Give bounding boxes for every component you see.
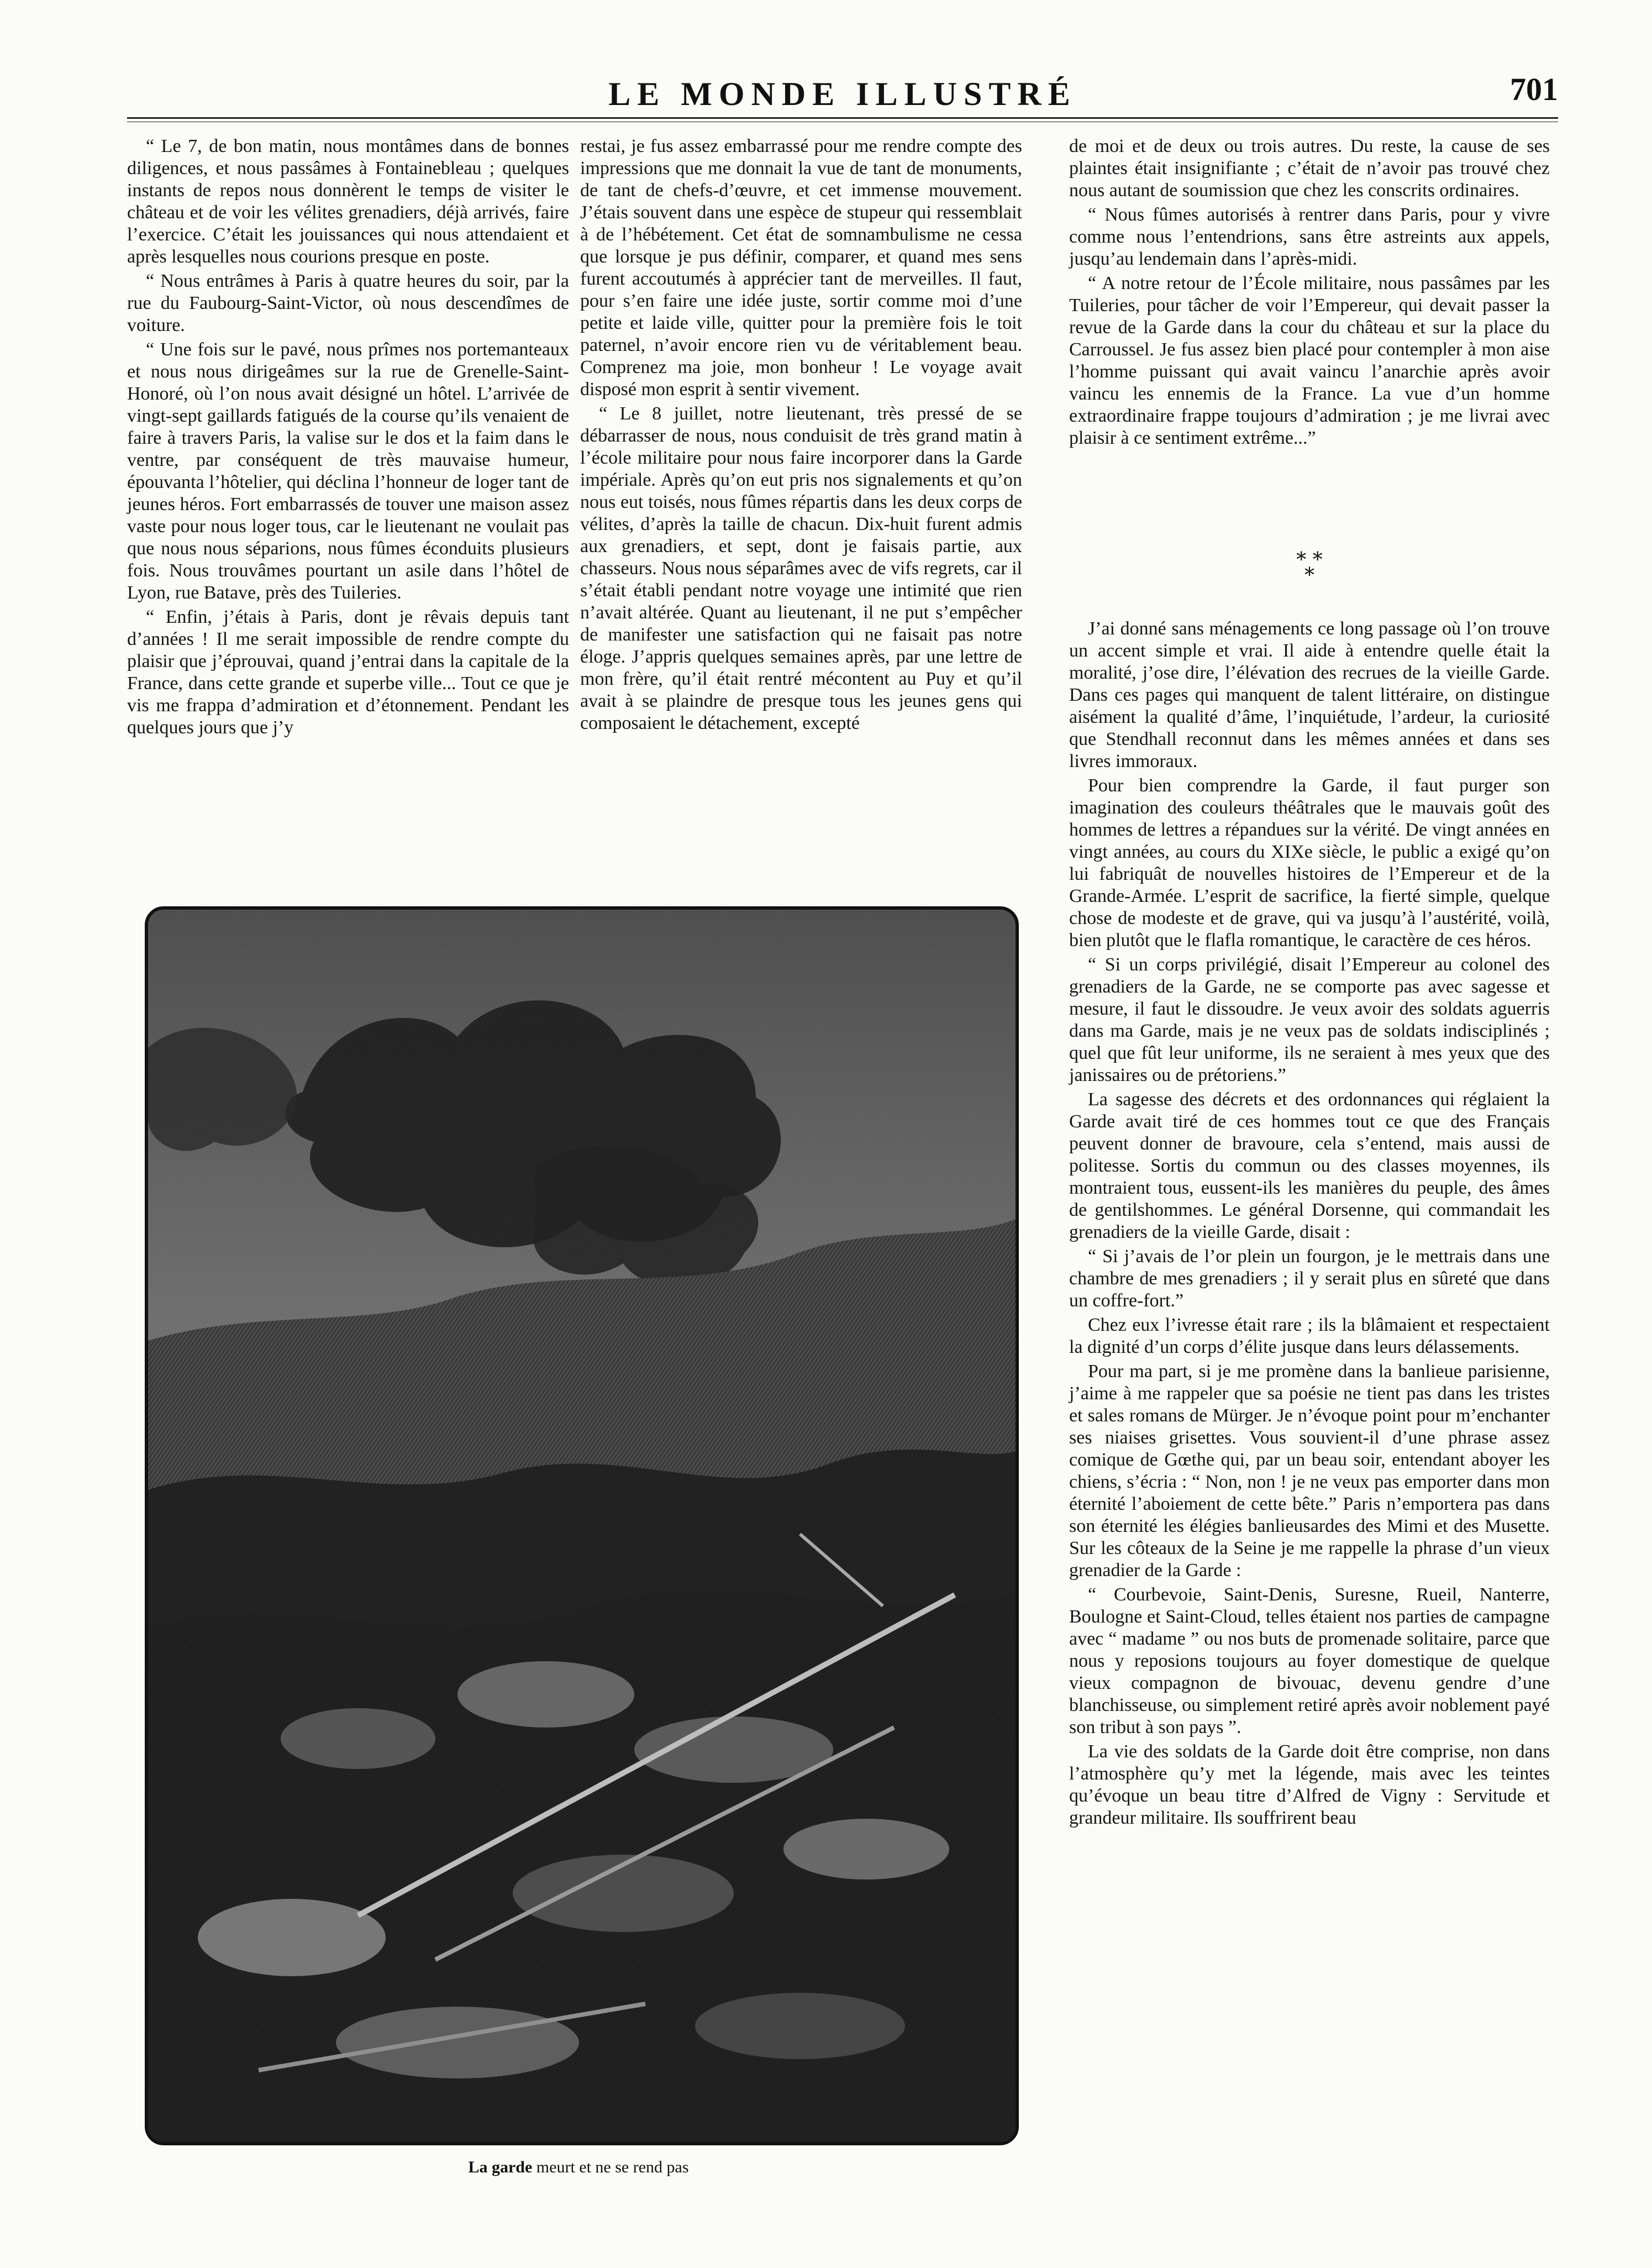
- paragraph: Pour ma part, si je me promène dans la banlieue parisienne, j’aime à me rappeler que sa poésie ne tient pas dans les tristes et sales romans de Mürger. Je n’évoque point pour m’enchanter ses niaises grisettes. Vous souvient-il d’une phrase assez comique de Gœthe qui, par un beau soir, entendant aboyer les chiens, s’écria : “ Non, non ! je ne veux pas emporter dans mon éternité l’aboiement de cette bête.” Paris n’emportera pas dans son éternité les élégies banlieusardes des Mimi et des Musette. Sur les côteaux de la Seine je me rappelle la phrase d’un vieux grenadier de la Garde :: [1069, 1361, 1550, 1581]
- paragraph: “ Le 7, de bon matin, nous montâmes dans de bonnes diligences, et nous passâmes à Fontainebleau ; quelques instants de repos nous donnèrent le temps de visiter le château et de voir les vélites grenadiers, déjà arrivés, faire l’exercice. C’était les jouissances qui nous attendaient et après lesquelles nous courions presque en poste.: [127, 136, 569, 267]
- paragraph: Chez eux l’ivresse était rare ; ils la blâmaient et respectaient la dignité d’un corps d’élite jusque dans leurs délassements.: [1069, 1315, 1550, 1357]
- text-column-1: [127, 135, 569, 741]
- publication-title: LE MONDE ILLUSTRÉ: [608, 76, 1077, 112]
- paragraph: “ Enfin, j’étais à Paris, dont je rêvais depuis tant d’années ! Il me serait impossible de rendre compte du plaisir que j’éprouvai, quand j’entrai dans la capitale de la France, dans cette grande et superbe ville... Tout ce que je vis me frappa d’admiration et d’étonnement. Pendant les quelques jours que j’y: [127, 607, 569, 738]
- section-asterism: * * *: [1296, 549, 1323, 587]
- paragraph: “ A notre retour de l’École militaire, nous passâmes par les Tuileries, pour tâcher de voir l’Empereur, qui devait passer la revue de la Garde dans la cour du château et sur la place du Carroussel. Je fus assez bien placé pour contempler à mon aise l’homme puissant qui avait vaincu l’anarchie après avoir vaincu les ennemis de la France. La vue d’un homme extraordinaire frappe toujours d’admiration ; je me livrai avec plaisir à ce sentiment extrême...”: [1069, 273, 1550, 448]
- paragraph: Pour bien comprendre la Garde, il faut purger son imagination des couleurs théâtrales que le mauvais goût des hommes de lettres a répandues sur la vérité. De vingt années en vingt années, au cours du XIXe siècle, le public a exigé qu’on lui fabriquât de nouvelles histoires de l’Empereur et de la Grande-Armée. L’esprit de sacrifice, la fierté simple, quelque chose de modeste et de grave, qui va jusqu’à l’austérité, voilà, bien plutôt que le flafla romantique, le caractère de ces héros.: [1069, 775, 1550, 951]
- battle-engraving-illustration: [145, 906, 1019, 2145]
- paragraph: J’ai donné sans ménagements ce long passage où l’on trouve un accent simple et vrai. Il aide à entendre quelle était la moralité, j’ose dire, l’élévation des recrues de la vieille Garde. Dans ces pages qui manquent de talent littéraire, on distingue aisément la qualité d’âme, l’inquiétude, l’ardeur, la curiosité que Stendhall reconnut dans les mêmes années et dans ses livres immoraux.: [1069, 618, 1550, 771]
- caption-bold: La garde: [468, 2158, 533, 2176]
- paragraph: “ Courbevoie, Saint-Denis, Suresne, Rueil, Nanterre, Boulogne et Saint-Cloud, telles étaient nos parties de campagne avec “ madame ” ou nos buts de promenade solitaire, parce que nous y reposions toujours au foyer domestique de quelque vieux compagnon de bivouac, devenu gendre d’une blanchisseuse, ou simplement retiré après avoir noblement payé son tribut à son pays ”.: [1069, 1584, 1550, 1737]
- paragraph: “ Le 8 juillet, notre lieutenant, très pressé de se débarrasser de nous, nous conduisit de très grand matin à l’école militaire pour nous faire incorporer dans la Garde impériale. Après qu’on eut pris nos signalements et qu’on nous eut toisés, nous fûmes répartis dans les deux corps de vélites, d’après la taille de chacun. Dix-huit furent admis aux grenadiers, et sept, dont je faisais partie, aux chasseurs. Nous nous séparâmes avec de vifs regrets, car il s’était établi pendant notre voyage une intimité que rien n’avait altérée. Quant au lieutenant, il ne put s’empêcher de manifester une satisfaction qui ne faisait pas notre éloge. J’appris quelques semaines après, par une lettre de mon frère, qu’il était rentré mécontent au Puy et qu’il avait à se plaindre de presque tous les jeunes gens qui composaient le détachement, excepté: [580, 403, 1022, 733]
- page-number: 701: [1510, 71, 1558, 107]
- paragraph: de moi et de deux ou trois autres. Du reste, la cause de ses plaintes était insignifiante ; c’était de n’avoir pas trouvé chez nous autant de soumission que chez les conscrits ordinaires.: [1069, 136, 1550, 201]
- paragraph: “ Une fois sur le pavé, nous prîmes nos portemanteaux et nous nous dirigeâmes sur la rue de Grenelle-Saint-Honoré, où l’on nous avait désigné un hôtel. L’arrivée de vingt-sept gaillards fatigués de la course qu’ils venaient de faire à travers Paris, la valise sur le dos et la faim dans le ventre, par conséquent de très mauvaise humeur, épouvanta l’hôtelier, qui déclina l’honneur de loger tant de jeunes héros. Fort embarrassés de touver une maison assez vaste pour nous loger tous, car le lieutenant ne voulait pas que nous nous séparions, nous fûmes éconduits plusieurs fois. Nous trouvâmes pourtant un asile dans l’hôtel de Lyon, rue Batave, près des Tuileries.: [127, 339, 569, 603]
- paragraph: restai, je fus assez embarrassé pour me rendre compte des impressions que me donnait la vue de tant de monuments, de tant de chefs-d’œuvre, et cet immense mouvement. J’étais souvent dans une espèce de stupeur qui ressemblait à de l’hébétement. Cet état de somnambulisme ne cessa que lorsque je pus définir, comparer, et quand mes sens furent accoutumés à apprécier tant de merveilles. Il faut, pour s’en faire une idée juste, sortir comme moi d’une petite et laide ville, quitter pour la première fois le toit paternel, n’avoir encore rien vu de véritablement beau. Comprenez ma joie, mon bonheur ! Le voyage avait disposé mon esprit à sentir vivement.: [580, 136, 1022, 400]
- caption-text: meurt et ne se rend pas: [532, 2158, 689, 2176]
- text-column-3-top: [1069, 135, 1550, 452]
- figure-caption: [145, 2158, 1012, 2177]
- paragraph: “ Nous fûmes autorisés à rentrer dans Paris, pour y vivre comme nous l’entendrions, sans être astreints aux appels, jusqu’au lendemain dans l’après-midi.: [1069, 204, 1550, 269]
- paragraph: “ Si un corps privilégié, disait l’Empereur au colonel des grenadiers de la Garde, ne se comporte pas avec sagesse et mesure, il faut le dissoudre. Je veux avoir des soldats aguerris dans ma Garde, mais je ne veux pas de soldats indisciplinés ; quel que fût leur uniforme, ils ne seraient à mes yeux que des janissaires ou de prétoriens.”: [1069, 954, 1550, 1085]
- header-rule: [127, 117, 1558, 119]
- paragraph: “ Si j’avais de l’or plein un fourgon, je le mettrais dans une chambre de mes grenadiers ; il y serait plus en sûreté que dans un coffre-fort.”: [1069, 1246, 1550, 1311]
- masthead: [127, 71, 1558, 115]
- paragraph: “ Nous entrâmes à Paris à quatre heures du soir, par la rue du Faubourg-Saint-Victor, où nous descendîmes de voiture.: [127, 271, 569, 335]
- engraving-image: [148, 910, 1016, 2142]
- text-column-2: [580, 135, 1022, 737]
- text-column-3-bottom: [1069, 618, 1550, 1831]
- paragraph: La sagesse des décrets et des ordonnances qui réglaient la Garde avait tiré de ces hommes tout ce que des Français peuvent donner de bravoure, cela s’entend, mais aussi de politesse. Sortis du commun ou des classes moyennes, ils montraient tous, eussent-ils les manières du peuple, des âmes de gentilshommes. Le général Dorsenne, qui commandait les grenadiers de la vieille Garde, disait :: [1069, 1089, 1550, 1242]
- paragraph: La vie des soldats de la Garde doit être comprise, non dans l’atmosphère qu’y met la légende, mais avec les teintes qu’évoque un beau titre d’Alfred de Vigny : Servitude et grandeur militaire. Ils souffrirent beau: [1069, 1741, 1550, 1828]
